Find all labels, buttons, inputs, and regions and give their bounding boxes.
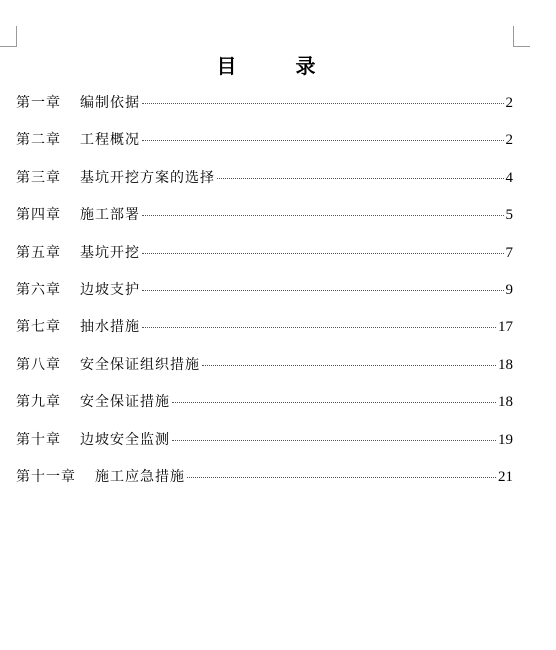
toc-chapter-number: 第四章 xyxy=(16,207,61,224)
toc-dot-leader xyxy=(172,402,496,403)
toc-chapter-number: 第七章 xyxy=(16,319,61,336)
toc-dot-leader xyxy=(142,215,504,216)
toc-dot-leader xyxy=(217,178,504,179)
toc-chapter-title: 工程概况 xyxy=(80,132,140,149)
toc-page-number: 2 xyxy=(505,132,513,149)
toc-page-number: 18 xyxy=(498,356,513,373)
toc-page-number: 7 xyxy=(505,244,513,261)
toc-chapter-title: 编制依据 xyxy=(80,95,140,111)
toc-page-number: 21 xyxy=(498,468,513,485)
toc-title: 目 录 xyxy=(216,54,342,78)
toc-dot-leader xyxy=(142,290,504,291)
toc-chapter-number: 第六章 xyxy=(16,281,61,298)
toc-entry[interactable] xyxy=(16,462,513,499)
toc-dot-leader xyxy=(142,103,504,104)
toc-chapter-number: 第十章 xyxy=(16,431,61,448)
toc-chapter-title: 基坑开挖 xyxy=(80,244,140,261)
toc-chapter-number: 第八章 xyxy=(16,356,61,373)
toc-entry[interactable] xyxy=(16,163,513,200)
toc-chapter-number: 第一章 xyxy=(16,95,61,111)
crop-mark-top-left xyxy=(0,26,17,47)
toc-chapter-title: 安全保证组织措施 xyxy=(80,356,200,373)
toc-entry[interactable] xyxy=(16,88,513,125)
toc-entry[interactable] xyxy=(16,125,513,162)
toc-entry[interactable] xyxy=(16,200,513,237)
toc-chapter-number: 第十一章 xyxy=(16,468,76,485)
toc-page-number: 9 xyxy=(505,281,513,298)
toc-chapter-title: 施工部署 xyxy=(80,207,140,224)
toc-chapter-title: 边坡支护 xyxy=(80,281,140,298)
toc-dot-leader xyxy=(142,253,504,254)
toc-entry[interactable] xyxy=(16,238,513,275)
toc-page-number: 4 xyxy=(505,169,513,186)
toc-dot-leader xyxy=(202,365,496,366)
toc-chapter-title: 施工应急措施 xyxy=(95,468,185,485)
toc-entry[interactable] xyxy=(16,425,513,462)
toc-chapter-number: 第九章 xyxy=(16,394,61,411)
toc-chapter-title: 安全保证措施 xyxy=(80,394,170,411)
toc-entry[interactable] xyxy=(16,387,513,424)
toc-chapter-title: 基坑开挖方案的选择 xyxy=(80,169,215,186)
toc-chapter-title: 抽水措施 xyxy=(80,319,140,336)
crop-mark-top-right xyxy=(513,26,530,47)
toc-page-number: 5 xyxy=(505,207,513,224)
toc-dot-leader xyxy=(142,140,504,141)
toc-page-number: 2 xyxy=(505,95,513,111)
toc-dot-leader xyxy=(142,327,496,328)
toc-page-number: 17 xyxy=(498,319,513,336)
toc-dot-leader xyxy=(187,477,496,478)
toc-chapter-number: 第五章 xyxy=(16,244,61,261)
toc-entry[interactable] xyxy=(16,312,513,349)
toc-chapter-number: 第二章 xyxy=(16,132,61,149)
toc-chapter-title: 边坡安全监测 xyxy=(80,431,170,448)
toc-list xyxy=(16,88,513,499)
toc-dot-leader xyxy=(172,440,496,441)
toc-entry[interactable] xyxy=(16,275,513,312)
toc-page-number: 19 xyxy=(498,431,513,448)
toc-entry[interactable] xyxy=(16,350,513,387)
toc-chapter-number: 第三章 xyxy=(16,169,61,186)
toc-page-number: 18 xyxy=(498,394,513,411)
